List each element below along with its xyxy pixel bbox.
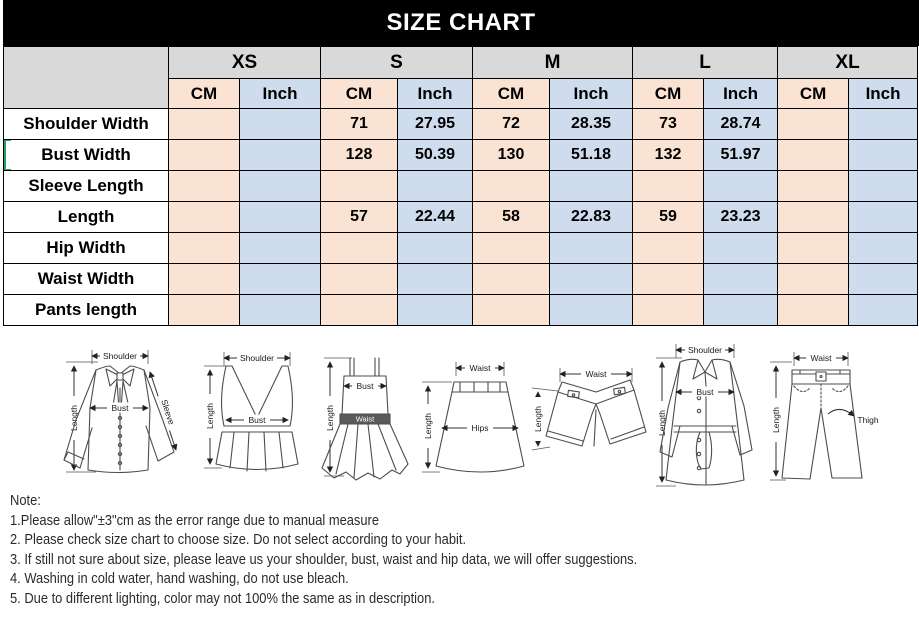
cell [240,109,321,140]
cell [550,233,633,264]
cell: 23.23 [704,202,778,233]
diagram-shorts [532,368,646,450]
cell: 73 [633,109,704,140]
diagram-coat [656,344,752,486]
shorts-length-label: Length [533,406,543,432]
cell [473,171,550,202]
cell [321,295,398,326]
page-title: SIZE CHART [386,9,536,36]
unit-header-inch: Inch [240,79,321,109]
cell [240,171,321,202]
cell [849,264,918,295]
cell: 72 [473,109,550,140]
size-header-s: S [321,47,473,79]
note-item: 2. Please check size chart to choose size. Do not select according to your habit. [10,531,467,548]
title-bar [3,0,919,46]
cell [704,233,778,264]
size-chart-table [3,46,918,326]
unit-header-cm: CM [169,79,240,109]
blouse-bust-label: Bust [111,403,129,413]
table-row [4,264,918,295]
dress-waist-label: Waist [355,414,375,424]
cell [633,295,704,326]
note-item: 5. Due to different lighting, color may not 100% the same as in description. [10,589,435,607]
dress-bust-label: Bust [356,381,374,391]
unit-header-cm: CM [473,79,550,109]
cell: 27.95 [398,109,473,140]
shorts-waist-label: Waist [585,369,607,379]
cell [321,171,398,202]
cell [321,264,398,295]
cell [398,171,473,202]
cell [633,233,704,264]
unit-header-cm: CM [321,79,398,109]
cell [849,109,918,140]
note-item: 3. If still not sure about size, please leave us your shoulder, bust, waist and hip data, we will offer suggestions. [10,550,638,568]
cell [633,171,704,202]
diagram-pants [770,352,879,480]
cell [704,171,778,202]
size-header-m: M [473,47,633,79]
table-row [4,233,918,264]
cell: 59 [633,202,704,233]
cell: 51.18 [550,140,633,171]
active-cell-marker [4,140,11,171]
cell [321,233,398,264]
cell [240,140,321,171]
unit-header-inch: Inch [704,79,778,109]
coat-length-label: Length [657,410,667,436]
table-row [4,109,918,140]
unit-header-cm: CM [633,79,704,109]
table-row [4,140,918,171]
cell [169,202,240,233]
cell [398,295,473,326]
table-row [4,202,918,233]
cell: 130 [473,140,550,171]
measurement-diagrams [0,328,919,500]
pants-thigh-label: Thigh [857,415,879,425]
cell: 57 [321,202,398,233]
row-label: Waist Width [4,264,169,295]
skirt-waist-label: Waist [469,363,491,373]
cell [704,264,778,295]
cell: 128 [321,140,398,171]
cell [778,295,849,326]
unit-header-inch: Inch [849,79,918,109]
cell [778,171,849,202]
blouse-sleeve-label: Sleeve [159,398,177,426]
table-row [4,171,918,202]
pants-length-label: Length [771,407,781,433]
cell [778,233,849,264]
vest-shoulder-label: Shoulder [239,353,275,363]
cell [169,233,240,264]
cell [778,264,849,295]
cell [473,233,550,264]
cell [169,140,240,171]
note-item: 1.Please allow"±3"cm as the error range due to manual measure [10,511,380,529]
cell: 22.44 [398,202,473,233]
cell [473,264,550,295]
cell: 51.97 [704,140,778,171]
cell [240,202,321,233]
blouse-length-label: Length [69,405,79,431]
cell [473,295,550,326]
row-label: Hip Width [4,233,169,264]
size-header-xl: XL [778,47,918,79]
row-label: Pants length [4,295,169,326]
cell [849,233,918,264]
cell [849,171,918,202]
vest-bust-label: Bust [248,415,266,425]
cell [849,295,918,326]
cell [778,202,849,233]
cell [398,233,473,264]
note-item: 4. Washing in cold water, hand washing, do not use bleach. [10,570,349,587]
diagram-blouse [64,350,179,473]
cell: 28.74 [704,109,778,140]
notes-heading: Note: [10,492,41,509]
cell [169,264,240,295]
cell [849,202,918,233]
diagram-skirt [422,362,524,472]
cell [169,109,240,140]
cell [849,140,918,171]
skirt-hips-label: Hips [471,423,489,433]
cell [778,140,849,171]
cell: 28.35 [550,109,633,140]
cell [550,295,633,326]
cell [550,171,633,202]
unit-header-cm: CM [778,79,849,109]
cell [633,264,704,295]
pants-waist-label: Waist [810,353,832,363]
cell: 22.83 [550,202,633,233]
notes-section [10,491,750,608]
row-label: Length [4,202,169,233]
row-label: Shoulder Width [4,109,169,140]
diagram-vest [204,352,298,471]
row-label: Bust Width [4,140,169,171]
cell [398,264,473,295]
dress-length-label: Length [325,405,335,431]
cell: 58 [473,202,550,233]
cell [778,109,849,140]
cell [240,233,321,264]
size-header-l: L [633,47,778,79]
cell [169,295,240,326]
size-header-xs: XS [169,47,321,79]
row-label: Sleeve Length [4,171,169,202]
coat-bust-label: Bust [696,387,714,397]
diagram-dress [322,358,408,480]
vest-length-label: Length [205,403,215,429]
cell [704,295,778,326]
unit-header-inch: Inch [550,79,633,109]
cell: 71 [321,109,398,140]
cell: 132 [633,140,704,171]
skirt-length-label: Length [423,413,433,439]
coat-shoulder-label: Shoulder [687,345,723,355]
unit-header-inch: Inch [398,79,473,109]
cell [240,295,321,326]
cell [240,264,321,295]
blouse-shoulder-label: Shoulder [102,351,138,361]
cell [169,171,240,202]
corner-cell [4,47,169,109]
cell: 50.39 [398,140,473,171]
table-row [4,295,918,326]
cell [550,264,633,295]
